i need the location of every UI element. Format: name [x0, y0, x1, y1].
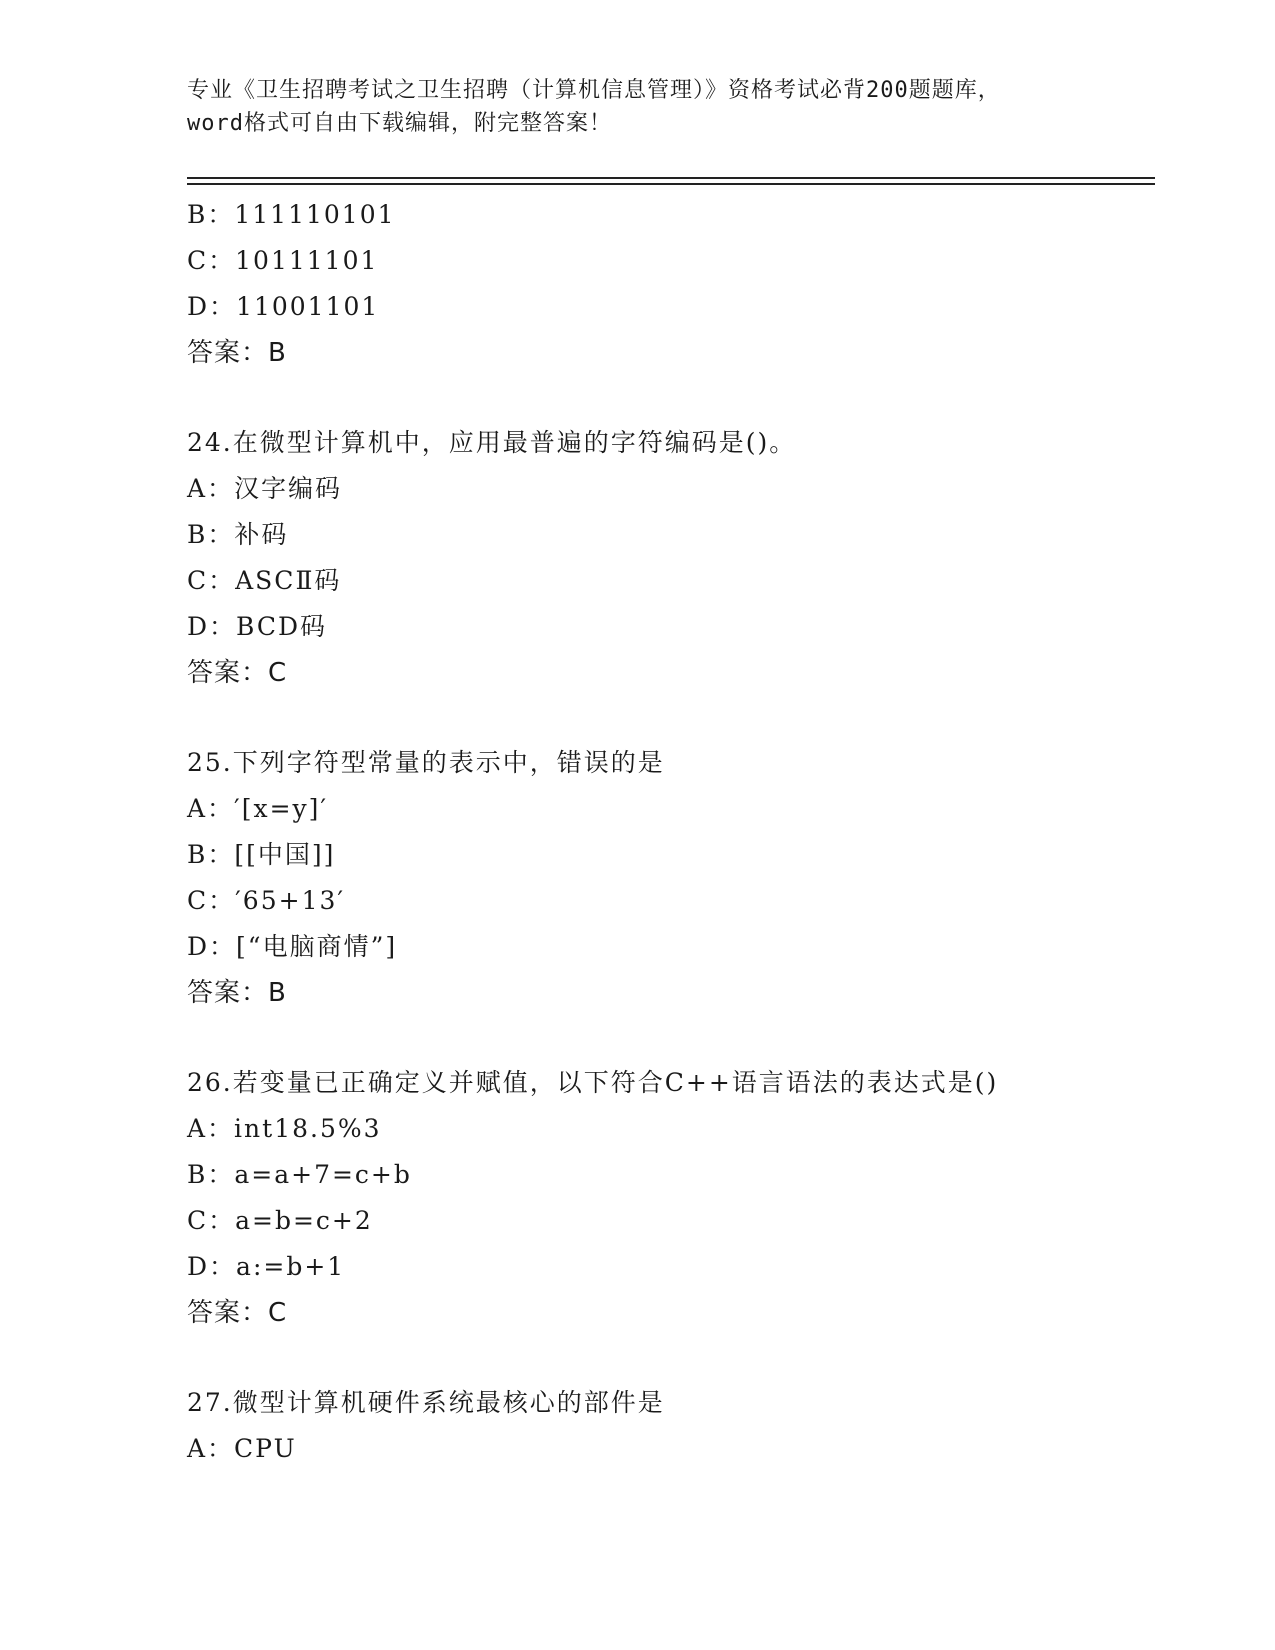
answer-line: 答案：B: [187, 978, 287, 1008]
option-b: B：a=a+7=c+b: [187, 1160, 412, 1189]
question-block-26: [187, 1060, 1155, 1336]
option-b: B：[[中国]]: [187, 840, 336, 869]
option-d: D：[“电脑商情”]: [187, 932, 398, 961]
document-header: [187, 74, 1087, 140]
question-text: 27.微型计算机硬件系统最核心的部件是: [187, 1388, 665, 1417]
option-d: D：BCD码: [187, 612, 328, 641]
option-d: D：11001101: [187, 292, 380, 321]
option-c: C：10111101: [187, 246, 379, 275]
option-a: A：汉字编码: [187, 474, 343, 503]
option-b: B：111110101: [187, 200, 396, 229]
answer-line: 答案：C: [187, 658, 288, 688]
question-list: [187, 192, 1155, 1472]
option-c: C：′65+13′: [187, 886, 346, 915]
option-c: C：a=b=c+2: [187, 1206, 373, 1235]
header-line-1: 专业《卫生招聘考试之卫生招聘（计算机信息管理）》资格考试必背200题题库，: [187, 78, 1001, 103]
question-block-25: [187, 740, 1155, 1016]
question-block-27: [187, 1380, 1155, 1472]
option-c: C：ASCⅡ码: [187, 566, 342, 595]
header-divider-bottom: [187, 183, 1155, 185]
question-block-23: [187, 192, 1155, 376]
option-b: B：补码: [187, 520, 289, 549]
question-text: 25.下列字符型常量的表示中，错误的是: [187, 748, 665, 777]
header-divider-top: [187, 177, 1155, 179]
question-block-24: [187, 420, 1155, 696]
question-text: 26.若变量已正确定义并赋值，以下符合C++语言语法的表达式是(): [187, 1068, 999, 1097]
option-d: D：a:=b+1: [187, 1252, 346, 1281]
option-a: A：′[x=y]′: [187, 794, 329, 823]
option-a: A：int18.5%3: [187, 1114, 382, 1143]
answer-line: 答案：B: [187, 338, 287, 368]
option-a: A：CPU: [187, 1434, 297, 1463]
answer-line: 答案：C: [187, 1298, 288, 1328]
question-text: 24.在微型计算机中，应用最普遍的字符编码是()。: [187, 428, 797, 457]
header-line-2: word格式可自由下载编辑，附完整答案！: [187, 111, 612, 136]
